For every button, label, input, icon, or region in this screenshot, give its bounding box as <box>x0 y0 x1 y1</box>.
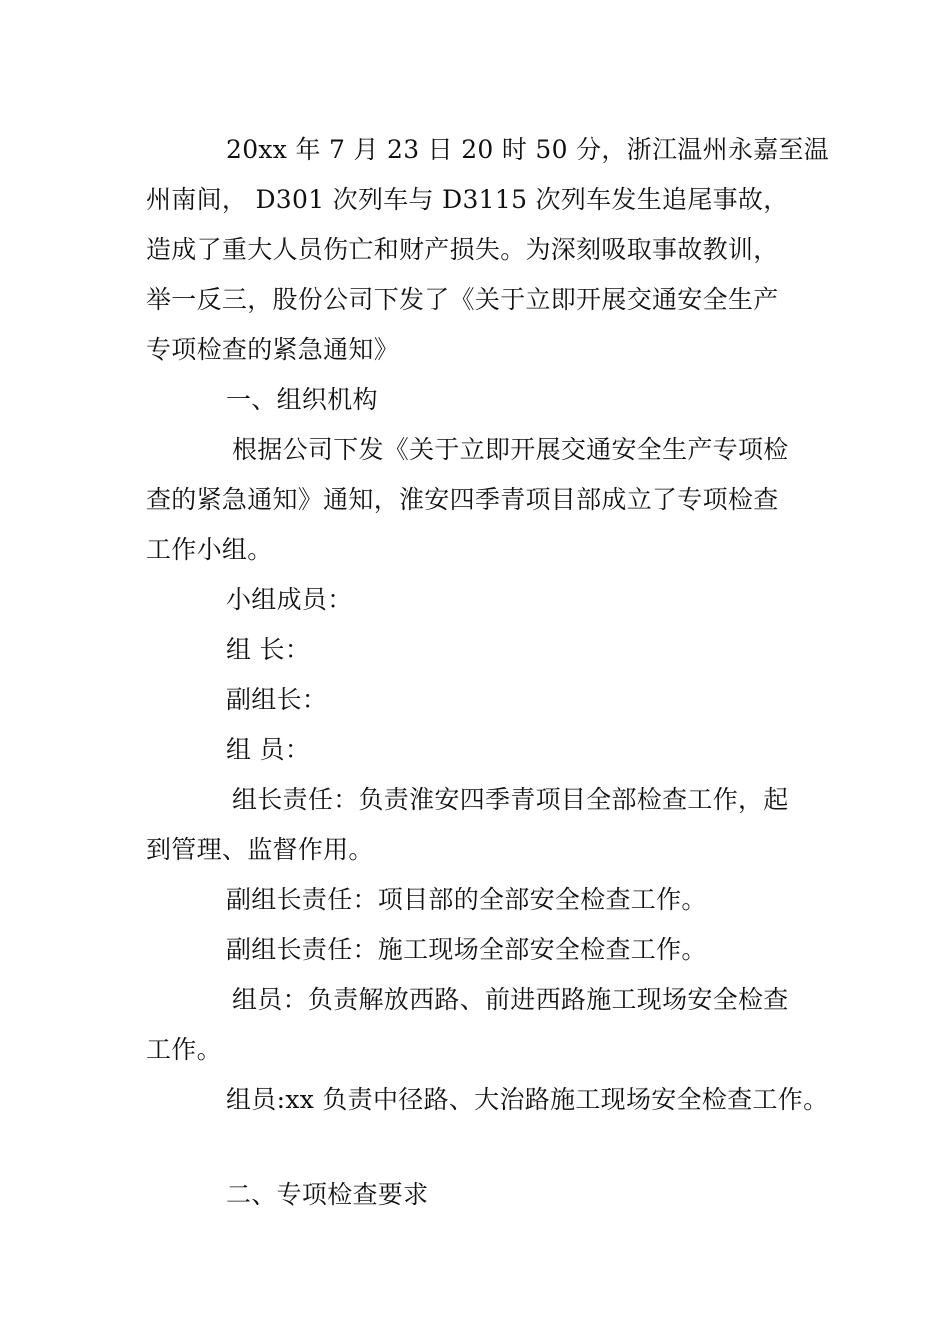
intro-line-1: 20xx 年 7 月 23 日 20 时 50 分，浙江温州永嘉至温 <box>226 135 830 164</box>
intro-line-3: 造成了重大人员伤亡和财产损失。为深刻吸取事故教训， <box>146 235 779 264</box>
deputy-duty-1: 副组长责任：项目部的全部安全检查工作。 <box>226 885 707 914</box>
member-duty-1-line-2: 工作。 <box>146 1035 222 1064</box>
member-duty-1-line-1: 组员：负责解放西路、前进西路施工现场安全检查 <box>232 985 789 1014</box>
section-2-heading: 二、专项检查要求 <box>226 1180 429 1209</box>
intro-line-2: 州南间， D301 次列车与 D3115 次列车发生追尾事故， <box>146 185 789 214</box>
intro-line-5: 专项检查的紧急通知》 <box>146 335 400 364</box>
intro-line-4: 举一反三，股份公司下发了《关于立即开展交通安全生产 <box>146 285 779 314</box>
section-1-paragraph-line-1: 根据公司下发《关于立即开展交通安全生产专项检 <box>232 435 789 464</box>
deputy-duty-2: 副组长责任：施工现场全部安全检查工作。 <box>226 935 707 964</box>
leader-duty-line-1: 组长责任：负责淮安四季青项目全部检查工作，起 <box>232 785 789 814</box>
member-duty-2: 组员:xx 负责中径路、大治路施工现场安全检查工作。 <box>226 1085 829 1114</box>
members-label: 小组成员： <box>226 585 353 614</box>
member-label: 组 员： <box>226 735 311 764</box>
leader-duty-line-2: 到管理、监督作用。 <box>146 835 374 864</box>
intro-paragraph <box>146 125 830 375</box>
section-1-heading: 一、组织机构 <box>226 385 378 414</box>
section-2 <box>146 1170 810 1220</box>
section-1-paragraph-line-2: 查的紧急通知》通知，淮安四季青项目部成立了专项检查 <box>146 485 779 514</box>
section-1 <box>146 375 829 1125</box>
section-1-paragraph-line-3: 工作小组。 <box>146 535 273 564</box>
leader-label: 组 长： <box>226 635 311 664</box>
deputy-label: 副组长： <box>226 685 328 714</box>
